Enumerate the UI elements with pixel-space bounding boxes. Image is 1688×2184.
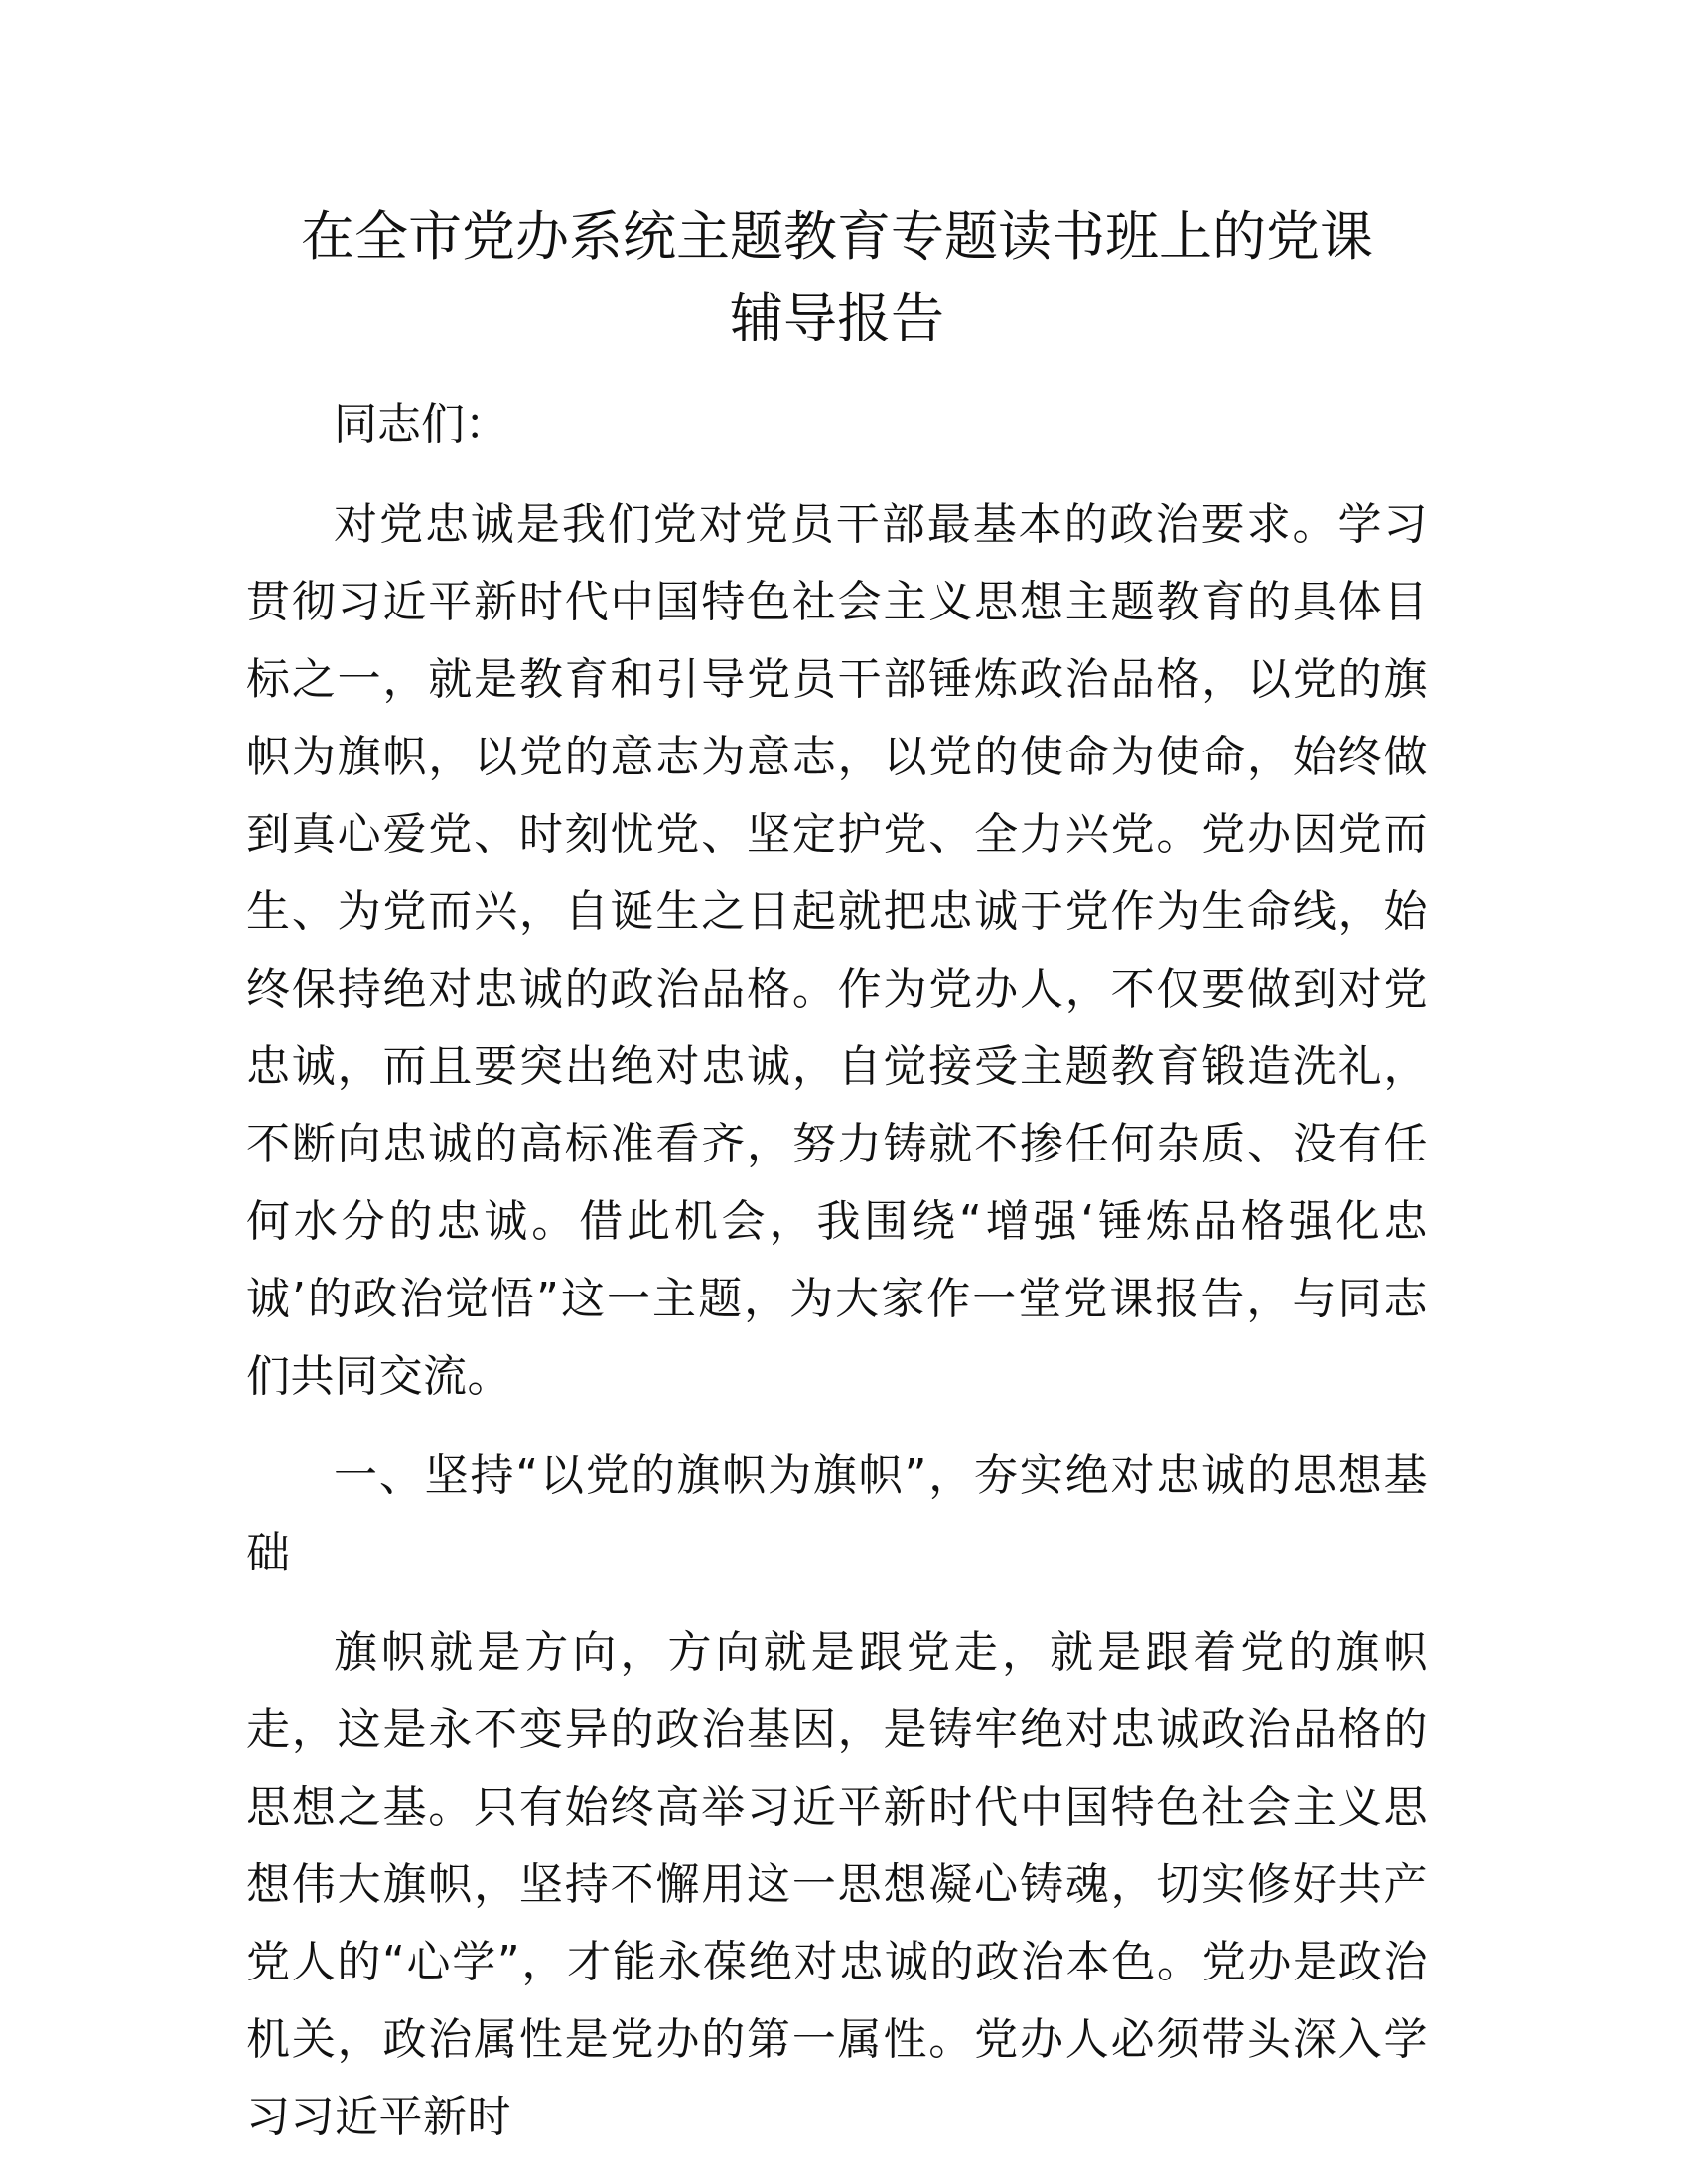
paragraph-intro: 对党忠诚是我们党对党员干部最基本的政治要求。学习贯彻习近平新时代中国特色社会主义思想主题教育的具体目标之一，就是教育和引导党员干部锤炼政治品格，以党的旗帜为旗帜，以党的意志为意志，以党的使命为使命，始终做到真心爱党、时刻忧党、坚定护党、全力兴党。党办因党而生、为党而兴，自诞生之日起就把忠诚于党作为生命线，始终保持绝对忠诚的政治品格。作为党办人，不仅要做到对党忠诚，而且要突出绝对忠诚，自觉接受主题教育锻造洗礼，不断向忠诚的高标准看齐，努力铸就不掺任何杂质、没有任何水分的忠诚。借此机会，我围绕“增强‘锤炼品格强化忠诚’的政治觉悟”这一主题，为大家作一堂党课报告，与同志们共同交流。	[246, 499, 1428, 1402]
title-line-2: 辅导报告	[730, 287, 944, 349]
paragraph-section-1: 旗帜就是方向，方向就是跟党走，就是跟着党的旗帜走，这是永不变异的政治基因，是铸牢绝对忠诚政治品格的思想之基。只有始终高举习近平新时代中国特色社会主义思想伟大旗帜，坚持不懈用这一思想凝心铸魂，切实修好共产党人的“心学”，才能永葆绝对忠诚的政治本色。党办是政治机关，政治属性是党办的第一属性。党办人必须带头深入学习习近平新时	[246, 1627, 1428, 2142]
document-body	[246, 197, 1428, 2156]
section-heading-1: 一、坚持“以党的旗帜为旗帜”，夯实绝对忠诚的思想基础	[246, 1450, 1428, 1578]
document-title	[246, 197, 1428, 359]
title-line-1: 在全市党办系统主题教育专题读书班上的党课	[301, 205, 1373, 268]
salutation: 同志们：	[334, 399, 508, 450]
